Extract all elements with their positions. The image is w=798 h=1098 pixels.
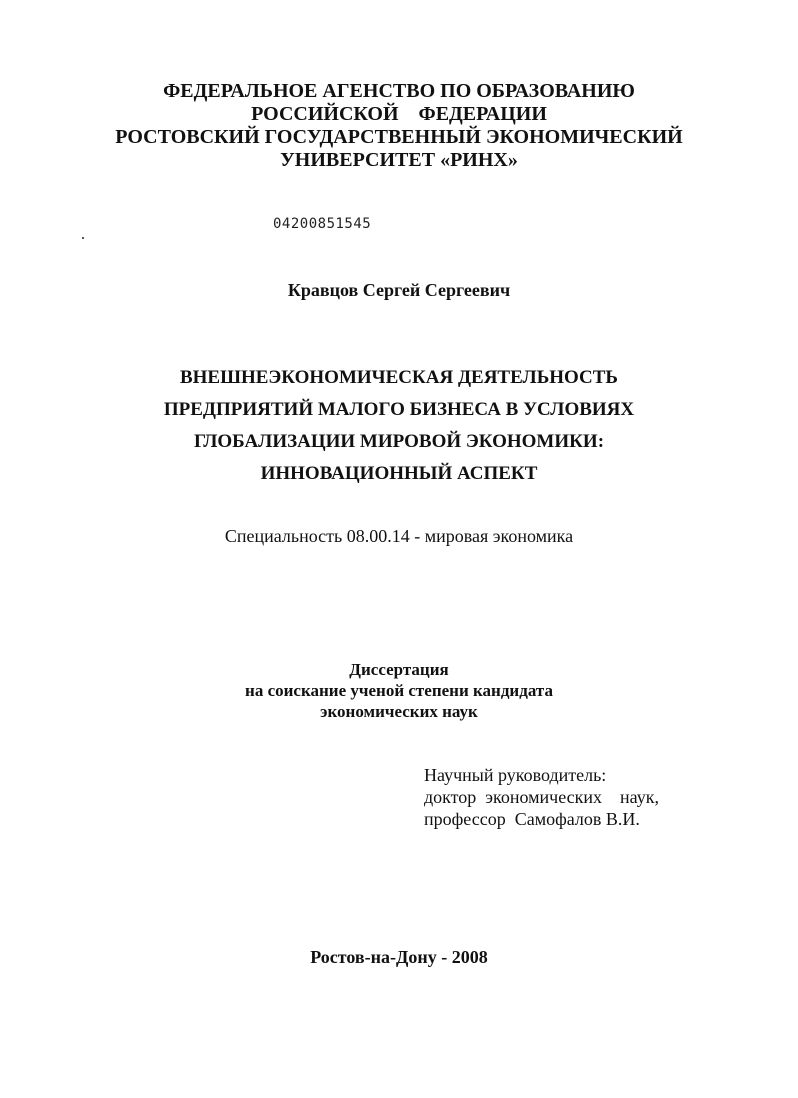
supervisor-line: Научный руководитель: xyxy=(424,765,607,785)
title-line: ВНЕШНЕЭКОНОМИЧЕСКАЯ ДЕЯТЕЛЬНОСТЬ xyxy=(179,367,618,388)
supervisor-line: профессор Самофалов В.И. xyxy=(424,809,640,829)
degree-line: Диссертация xyxy=(349,660,449,679)
degree-statement xyxy=(0,659,798,722)
author-name: Кравцов Сергей Сергеевич xyxy=(287,280,511,300)
scan-speck xyxy=(82,237,84,239)
title-line: ИННОВАЦИОННЫЙ АСПЕКТ xyxy=(260,463,538,484)
title-line: ГЛОБАЛИЗАЦИИ МИРОВОЙ ЭКОНОМИКИ: xyxy=(193,431,605,452)
header-line: УНИВЕРСИТЕТ «РИНХ» xyxy=(280,149,518,171)
registration-number-stamp: 04200851545 xyxy=(273,216,372,232)
header-line: РОССИЙСКОЙ ФЕДЕРАЦИИ xyxy=(251,103,547,125)
city-and-year: Ростов-на-Дону - 2008 xyxy=(310,947,488,967)
supervisor-block xyxy=(424,764,659,830)
degree-line: экономических наук xyxy=(320,702,478,721)
specialty-line: Специальность 08.00.14 - мировая экономика xyxy=(224,526,574,546)
supervisor-line: доктор экономических наук, xyxy=(424,787,659,807)
degree-line: на соискание ученой степени кандидата xyxy=(245,681,553,700)
institution-header xyxy=(0,80,798,172)
header-line: РОСТОВСКИЙ ГОСУДАРСТВЕННЫЙ ЭКОНОМИЧЕСКИЙ xyxy=(115,126,683,148)
header-line: ФЕДЕРАЛЬНОЕ АГЕНСТВО ПО ОБРАЗОВАНИЮ xyxy=(163,80,635,102)
title-line: ПРЕДПРИЯТИЙ МАЛОГО БИЗНЕСА В УСЛОВИЯХ xyxy=(163,399,635,420)
dissertation-title xyxy=(0,362,798,490)
